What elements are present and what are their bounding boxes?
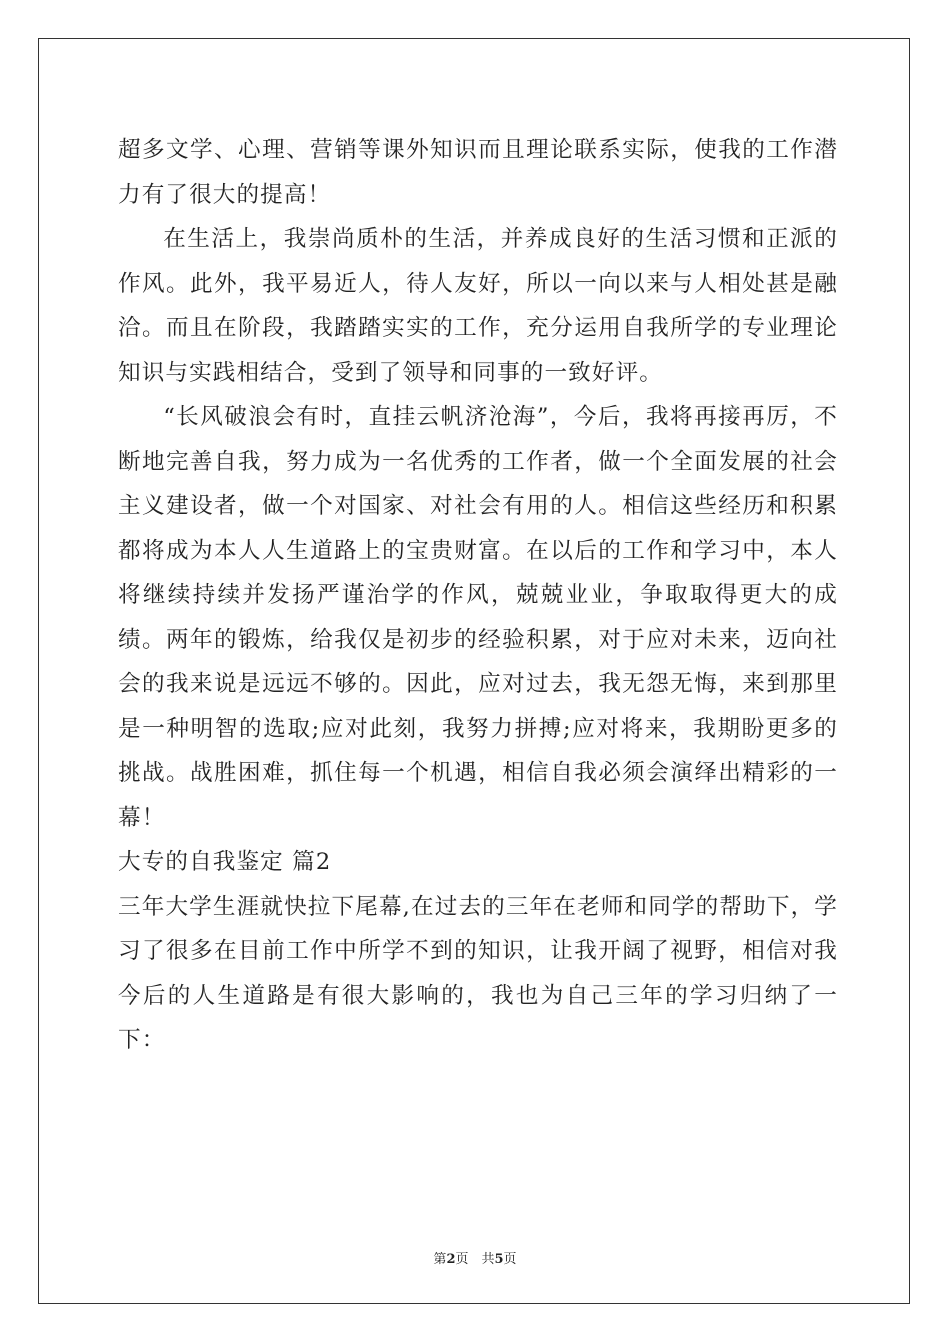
- footer-page-number: 2: [446, 1252, 456, 1267]
- paragraph-continued: 超多文学、心理、营销等课外知识而且理论联系实际，使我的工作潜力有了很大的提高！: [118, 137, 838, 208]
- paragraph-future: “长风破浪会有时，直挂云帆济沧海”，今后，我将再接再厉，不断地完善自我，努力成为一名优秀的工作者，做一个全面发展的社会主义建设者，做一个对国家、对社会有用的人。相信这些经历和积累都将成为本人人生道路上的宝贵财富。在以后的工作和学习中，本人将继续持续并发扬严谨治学的作风，兢兢业业，争取取得更大的成绩。两年的锻炼，给我仅是初步的经验积累，对于应对未来，迈向社会的我来说是远远不够的。因此，应对过去，我无怨无悔，来到那里是一种明智的选取;应对此刻，我努力拼搏;应对将来，我期盼更多的挑战。战胜困难，抓住每一个机遇，相信自我必须会演绎出精彩的一幕！: [118, 404, 838, 831]
- footer-total-pages: 5: [494, 1252, 504, 1267]
- footer-suffix: 页: [503, 1252, 517, 1267]
- document-body: [118, 128, 838, 1063]
- paragraph-college: 三年大学生涯就快拉下尾幕,在过去的三年在老师和同学的帮助下，学习了很多在目前工作中所学不到的知识，让我开阔了视野，相信对我今后的人生道路是有很大影响的，我也为自己三年的学习归纳了一下：: [118, 893, 838, 1053]
- footer-prefix: 第: [433, 1252, 447, 1267]
- footer-middle: 页 共: [455, 1252, 495, 1267]
- section-heading: 大专的自我鉴定 篇2: [118, 849, 332, 875]
- page-footer: [0, 1248, 950, 1267]
- paragraph-life: 在生活上，我崇尚质朴的生活，并养成良好的生活习惯和正派的作风。此外，我平易近人，待人友好，所以一向以来与人相处甚是融洽。而且在阶段，我踏踏实实的工作，充分运用自我所学的专业理论知识与实践相结合，受到了领导和同事的一致好评。: [118, 226, 838, 386]
